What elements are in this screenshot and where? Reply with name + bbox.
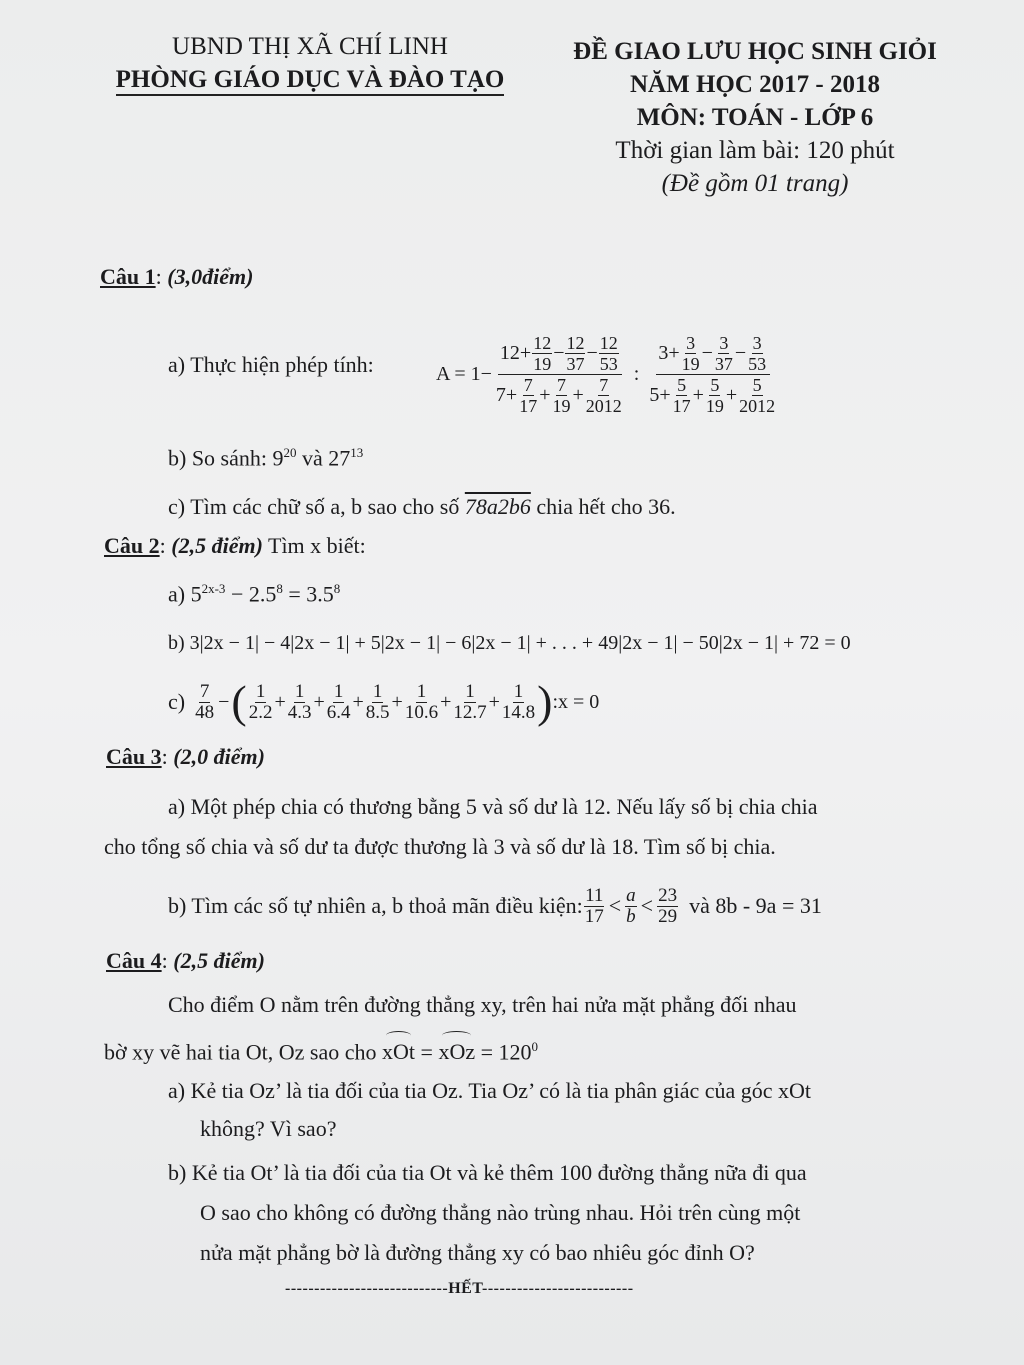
q1a-colon: : xyxy=(633,362,640,385)
q1a-f2-num-lead: 3+ xyxy=(658,342,680,364)
q2c-sum-fraction xyxy=(404,682,439,723)
q1a-f2-den-lead: 5+ xyxy=(649,384,671,406)
q1a-f1-n3: 12 xyxy=(599,332,618,353)
q2a-mid: − 2.5 xyxy=(225,581,277,607)
q1a-f2-n-frac2 xyxy=(714,333,734,374)
q1a-f1-n1: 12 xyxy=(533,332,552,353)
q1a-f2-d1: 19 xyxy=(681,353,700,374)
q2c-sum-denominator: 4.3 xyxy=(287,701,312,723)
q4-points: (2,5 điểm) xyxy=(173,948,265,973)
department-name-text: PHÒNG GIÁO DỤC VÀ ĐÀO TẠO xyxy=(116,66,505,96)
q4-angle1 xyxy=(382,1037,415,1067)
q2c-d0: 48 xyxy=(195,701,215,723)
q2c-sum-numerator: 1 xyxy=(513,680,524,702)
q3b-frac2 xyxy=(625,886,637,927)
q1a-fraction-2 xyxy=(647,333,779,416)
q2c-plus: + xyxy=(440,690,452,713)
q2c-sum-numerator: 1 xyxy=(333,680,344,702)
q2c-sum-numerator: 1 xyxy=(372,680,383,702)
q3b-tail: và 8b - 9a = 31 xyxy=(689,893,822,918)
q3b-n2: a xyxy=(626,884,636,906)
duration: Thời gian làm bài: 120 phút xyxy=(615,137,895,164)
q4b-line3: nửa mặt phẳng bờ là đường thẳng xy có bao nhiêu góc đỉnh O? xyxy=(200,1240,755,1265)
q1a-lhs: A = 1− xyxy=(436,362,492,385)
q1a-f1-n-frac2 xyxy=(565,333,585,374)
q1c-lead: c) Tìm các chữ số a, b sao cho số xyxy=(168,494,465,519)
q2c-frac0 xyxy=(194,682,215,723)
q2c-sum-denominator: 12.7 xyxy=(453,701,487,723)
q3b-n1: 11 xyxy=(585,884,604,906)
header-left xyxy=(105,30,515,96)
q2c-sum-fraction xyxy=(501,682,536,723)
q3b-d3: 29 xyxy=(658,905,678,927)
q4a-line1: a) Kẻ tia Oz’ là tia đối của tia Oz. Tia Oz’ có là tia phân giác của góc xOt xyxy=(168,1078,812,1103)
q1a-f1-d-frac1 xyxy=(518,375,538,416)
q2c-plus: + xyxy=(274,690,286,713)
q2c-minus: − xyxy=(218,690,230,713)
q4-intro-line2 xyxy=(104,1032,538,1067)
q1a-f1-n-frac1 xyxy=(532,333,552,374)
q2c-sum-fraction xyxy=(365,682,391,723)
q2c-sum-numerator: 1 xyxy=(255,680,266,702)
q2c-sum-denominator: 8.5 xyxy=(365,701,390,723)
q2c-sum-numerator: 1 xyxy=(465,680,475,702)
q1a-f2-m3: 5 xyxy=(752,374,762,395)
q2c-plus: + xyxy=(488,690,500,713)
q2a-exp1: 2x-3 xyxy=(201,581,226,596)
q3-heading: Câu 3: (2,0 điểm) xyxy=(106,744,265,769)
q1a-f2-d-frac2 xyxy=(705,375,725,416)
q4b-line1: b) Kẻ tia Ot’ là tia đối của tia Ot và kẻ thêm 100 đường thẳng nữa đi qua xyxy=(168,1160,807,1185)
q4-angle-degree: 0 xyxy=(531,1039,539,1054)
q2-label: Câu 2 xyxy=(104,533,160,558)
end-marker: ----------------------------HẾT-------------------------- xyxy=(285,1280,634,1297)
q2c-sum-denominator: 2.2 xyxy=(248,701,273,723)
q3b-d2: b xyxy=(626,905,636,927)
q2-points: (2,5 điểm) xyxy=(171,533,263,558)
q1a-fraction-1 xyxy=(494,333,626,416)
subject: MÔN: TOÁN - LỚP 6 xyxy=(636,104,874,131)
q3b-lead: b) Tìm các số tự nhiên a, b thoả mãn điều kiện: xyxy=(168,893,583,918)
q4-angle2-text: xOz xyxy=(438,1039,476,1065)
q1a-f2-n3: 3 xyxy=(752,332,762,353)
q1a-f2-n2: 3 xyxy=(719,332,729,353)
q3-label: Câu 3 xyxy=(106,744,162,769)
q4-angle1-hat xyxy=(386,1031,411,1040)
q3b-d1: 17 xyxy=(584,905,604,927)
q3b-lt2: < xyxy=(640,893,654,918)
q1b-lead: b) So sánh: 9 xyxy=(168,445,284,471)
q1a-f2-d-frac1 xyxy=(672,375,692,416)
q2a-exp3: 8 xyxy=(333,581,341,596)
q1a-f1-d-frac3 xyxy=(585,375,623,416)
q4-heading: Câu 4: (2,5 điểm) xyxy=(106,948,265,973)
q2c-sum-denominator: 14.8 xyxy=(501,701,536,723)
q1a-f1-num-lead: 12+ xyxy=(499,342,532,364)
q3b-n3: 23 xyxy=(658,884,678,906)
q1c-text xyxy=(168,492,676,522)
q2a-text xyxy=(168,574,340,609)
q4-angle2-hat xyxy=(442,1031,471,1040)
q2c-sum-denominator: 6.4 xyxy=(326,701,351,723)
q1a-f2-d2: 37 xyxy=(714,353,733,374)
q2c-sum-fraction xyxy=(326,682,352,723)
q1a-f2-n-frac3 xyxy=(747,333,767,374)
q1a-f1-d-frac2 xyxy=(551,375,571,416)
q2c-sum-denominator: 10.6 xyxy=(404,701,439,723)
q4b-line2: O sao cho không có đường thẳng nào trùng nhau. Hỏi trên cùng một xyxy=(200,1200,801,1225)
q4-intro-lead: bờ xy vẽ hai tia Ot, Oz sao cho xyxy=(104,1039,383,1065)
q1a-f2-m1: 5 xyxy=(677,374,687,395)
q1b-exp1: 20 xyxy=(283,445,297,460)
q3b-lt1: < xyxy=(608,893,622,918)
q3b-frac3 xyxy=(657,886,678,927)
q2-title-rest: Tìm x biết: xyxy=(262,533,366,558)
q2c-sum-fraction xyxy=(287,682,313,723)
header-right xyxy=(560,35,950,200)
q1a-f1-numerator: 12+ $\frac{12}{19}$ − 12 37 − 12 53 xyxy=(498,333,622,375)
q2c-sum-fraction xyxy=(248,682,274,723)
q2c-sum-fraction xyxy=(452,682,487,723)
q4-angle-eq: = xyxy=(415,1039,439,1065)
q1a-f1-e2: 19 xyxy=(552,395,571,416)
q1a-f2-numerator: 3+ $\frac{3}{19}$ − 3 37 − 3 53 xyxy=(656,333,770,375)
q1a-text: a) Thực hiện phép tính: xyxy=(168,352,374,377)
q4a-line2: không? Vì sao? xyxy=(200,1116,337,1141)
q1b-exp2: 13 xyxy=(350,445,364,460)
q1a-f1-m1: 7 xyxy=(523,374,533,395)
q1-label: Câu 1 xyxy=(100,264,156,289)
q2c-plus: + xyxy=(391,690,403,713)
q1a-f1-n-frac3 xyxy=(599,333,619,374)
q1a-f2-d3: 53 xyxy=(748,353,767,374)
q1a-f1-m2: 7 xyxy=(556,374,566,395)
q3a-line1: a) Một phép chia có thương bằng 5 và số dư là 12. Nếu lấy số bị chia chia xyxy=(168,794,818,819)
q2c-n0: 7 xyxy=(199,680,210,702)
q2c-tail: :x = 0 xyxy=(552,690,600,713)
q1a-f2-n1: 3 xyxy=(686,332,696,353)
q1a-f1-d1: 19 xyxy=(533,353,552,374)
q1a-f1-n2: 12 xyxy=(566,332,585,353)
q1a-f1-den-lead: 7+ xyxy=(495,384,518,406)
q2c-lead: c) xyxy=(168,689,186,714)
q1a-f1-e3: 2012 xyxy=(585,395,622,416)
q1a-f2-denominator: 5+ $\frac{5}{17}$ + 5 19 + 5 2012 xyxy=(649,374,776,416)
q4-angle1-text: xOt xyxy=(382,1039,416,1065)
q2c-close-paren: ) xyxy=(537,676,553,727)
q1a-f2-m2: 5 xyxy=(710,374,720,395)
q2a-lead: a) 5 xyxy=(168,581,202,607)
page-count: (Đề gồm 01 trang) xyxy=(661,170,849,197)
q1a-f2-d-frac3 xyxy=(738,375,776,416)
q1a-f1-e1: 17 xyxy=(519,395,538,416)
q1c-tail: chia hết cho 36. xyxy=(530,494,676,519)
district-name: UBND THỊ XÃ CHÍ LINH xyxy=(172,33,448,60)
q1b-mid: và 27 xyxy=(296,445,351,471)
q3-points: (2,0 điểm) xyxy=(173,744,265,769)
q2b-text: b) 3|2x − 1| − 4|2x − 1| + 5|2x − 1| − 6|2x − 1| + . . . + 49|2x − 1| − 50|2x − 1| + 72 = 0 xyxy=(168,632,851,654)
q3b-frac1 xyxy=(584,886,605,927)
q4-label: Câu 4 xyxy=(106,948,162,973)
q1a-f2-n-frac1 xyxy=(681,333,701,374)
q1-points: (3,0điểm) xyxy=(167,264,254,289)
q2c-sum-numerator: 1 xyxy=(416,680,427,702)
q2c-expression xyxy=(168,672,599,732)
q1b-text xyxy=(168,438,363,473)
q1a-f1-m3: 7 xyxy=(599,374,609,395)
q4-angle-value: = 120 xyxy=(475,1039,532,1065)
q2c-open-paren: ( xyxy=(231,676,247,727)
q2-heading: Câu 2: (2,5 điểm) Tìm x biết: xyxy=(104,533,366,558)
q4-intro-line1: Cho điểm O nằm trên đường thẳng xy, trên hai nửa mặt phẳng đối nhau xyxy=(168,992,797,1017)
school-year: NĂM HỌC 2017 - 2018 xyxy=(630,71,880,98)
q1a-f2-e1: 17 xyxy=(672,395,691,416)
q1a-f2-e3: 2012 xyxy=(739,395,776,416)
q1a-f1-denominator: 7+ $\frac{7}{17}$ + 7 19 + 7 2012 xyxy=(495,374,622,416)
q2c-plus: + xyxy=(313,690,325,713)
q1a-f1-d2: 37 xyxy=(566,353,585,374)
q2c-fraction-sum xyxy=(247,682,537,723)
department-name xyxy=(105,63,515,96)
q3b-expression xyxy=(168,878,822,934)
q1a-expression xyxy=(436,316,781,432)
q2c-plus: + xyxy=(352,690,364,713)
q3a-line2: cho tổng số chia và số dư ta được thương là 3 và số dư là 18. Tìm số bị chia. xyxy=(104,834,776,859)
q4-angle2 xyxy=(438,1037,475,1067)
q1a-f1-d3: 53 xyxy=(599,353,618,374)
exam-title: ĐỀ GIAO LƯU HỌC SINH GIỎI xyxy=(573,38,937,65)
q2a-exp2: 8 xyxy=(276,581,283,596)
q1a-f2-e2: 19 xyxy=(705,395,724,416)
q1c-number: 78a2b6 xyxy=(464,494,531,519)
q2c-sum-numerator: 1 xyxy=(294,680,305,702)
q2a-eq: = 3.5 xyxy=(282,581,334,607)
q1-heading: Câu 1: (3,0điểm) xyxy=(100,264,254,289)
